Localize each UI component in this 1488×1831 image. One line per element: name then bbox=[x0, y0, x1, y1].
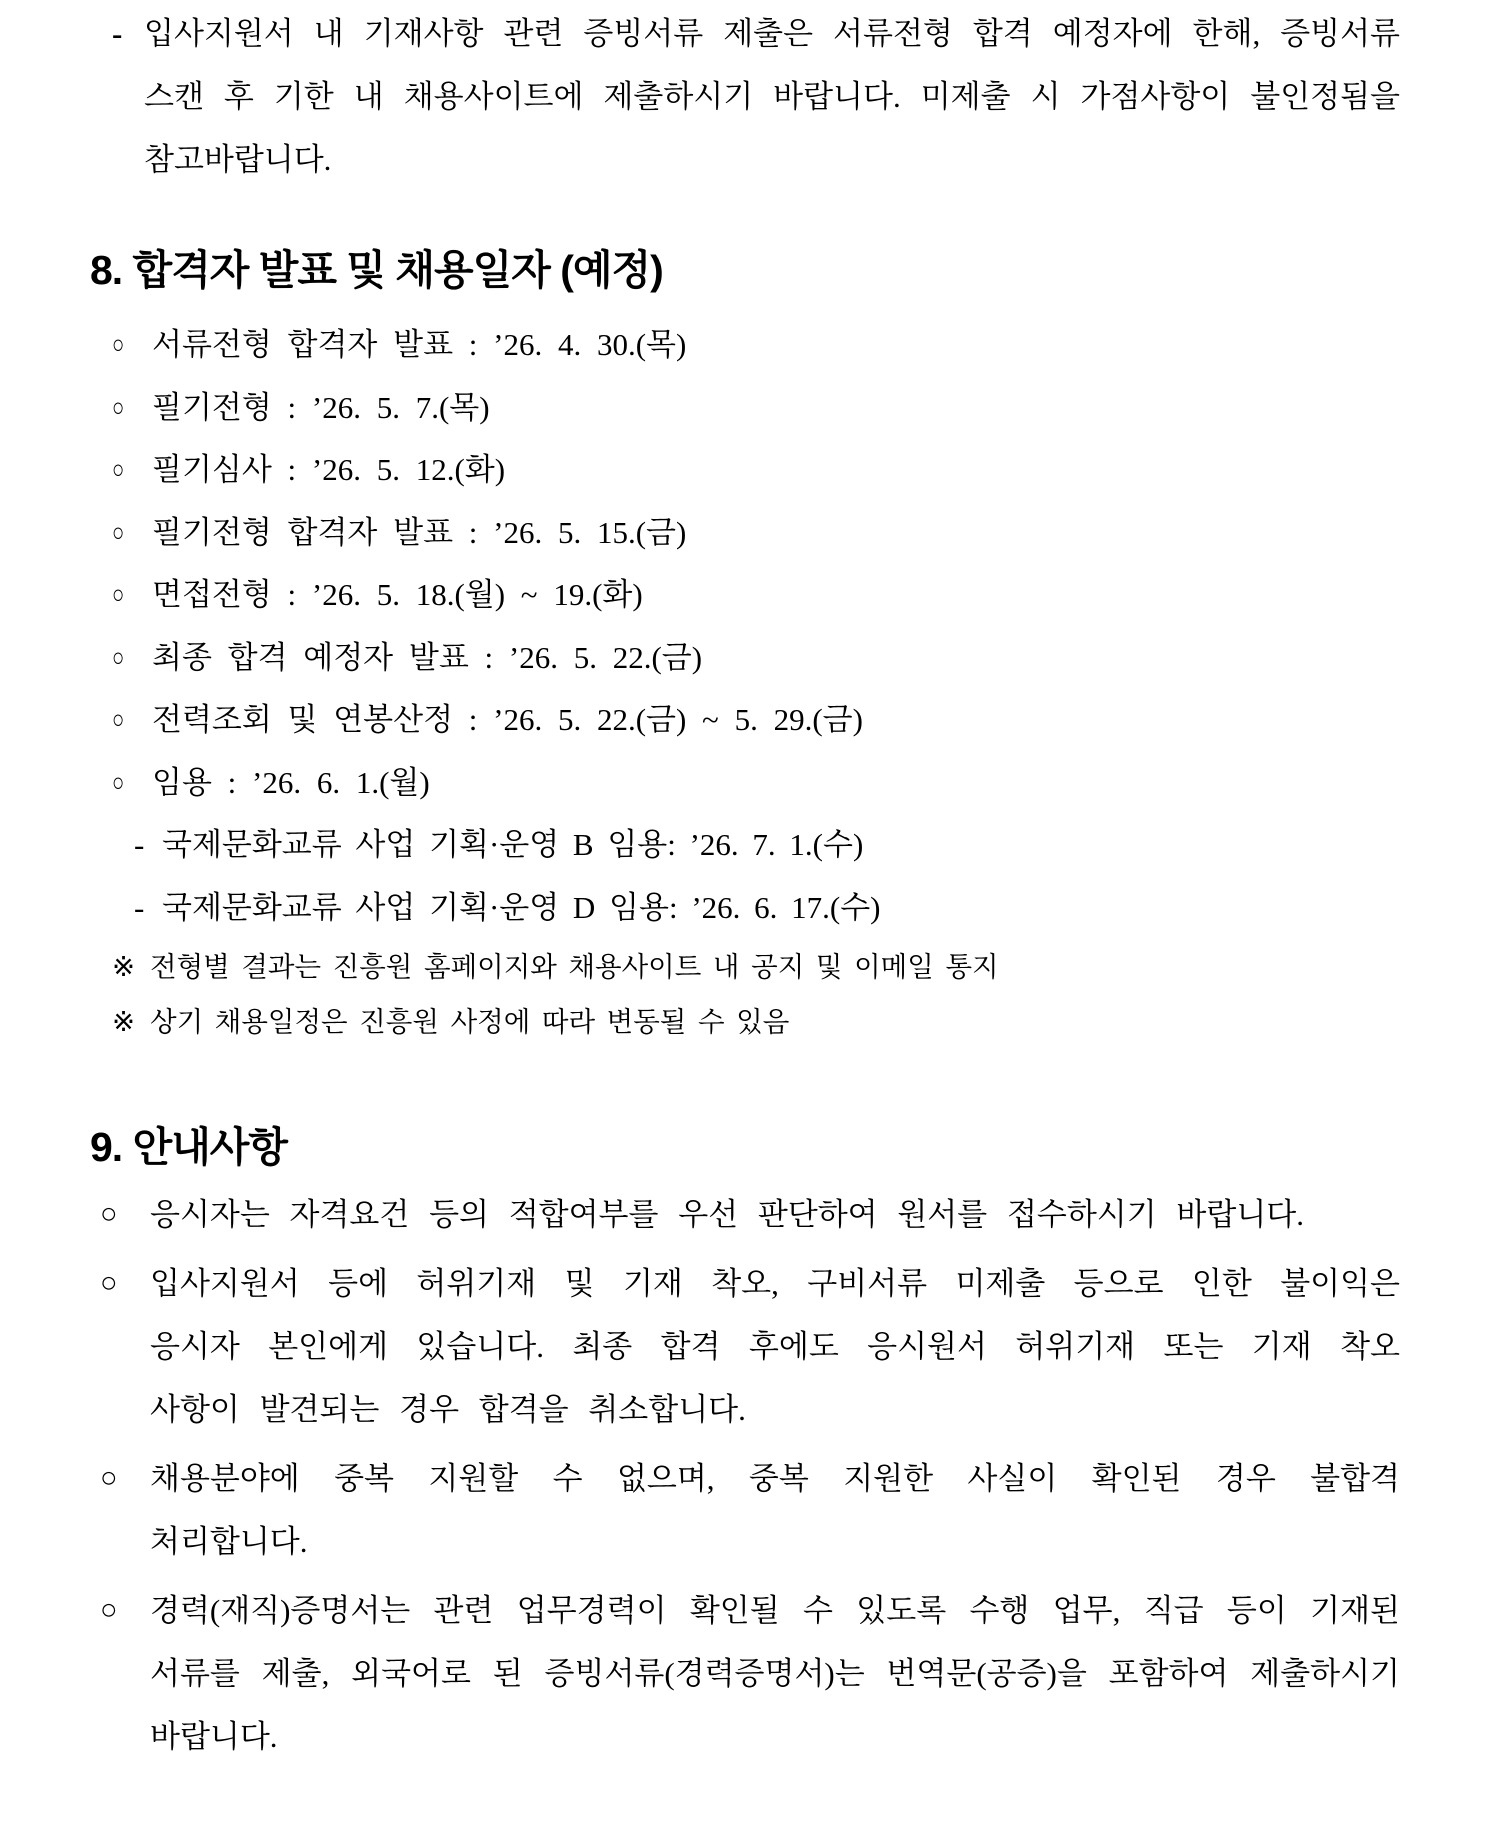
schedule-item-text: 최종 합격 예정자 발표 : ’26. 5. 22.(금) bbox=[152, 639, 703, 675]
dash-bullet-icon: - bbox=[134, 827, 145, 862]
guidance-item bbox=[96, 1447, 1400, 1573]
schedule-item-text: 서류전형 합격자 발표 : ’26. 4. 30.(목) bbox=[152, 327, 687, 362]
schedule-list bbox=[88, 314, 1400, 1049]
schedule-note bbox=[112, 939, 1400, 994]
circle-bullet-icon: ○ bbox=[112, 642, 125, 672]
schedule-sub-item-text: 국제문화교류 사업 기획·운영 D 임용: ’26. 6. 17.(수) bbox=[162, 889, 881, 925]
circle-bullet-icon: ○ bbox=[112, 705, 125, 734]
circle-bullet-icon: ○ bbox=[112, 392, 125, 422]
schedule-item-text: 필기심사 : ’26. 5. 12.(화) bbox=[152, 452, 506, 487]
guidance-item-text: 채용분야에 중복 지원할 수 없으며, 중복 지원한 사실이 확인된 경우 불합격 처리합니다. bbox=[150, 1461, 1400, 1559]
reference-mark-icon: ※ bbox=[112, 951, 136, 982]
schedule-item bbox=[112, 564, 1400, 627]
circle-bullet-icon: ○ bbox=[112, 517, 125, 547]
circle-bullet-icon: ○ bbox=[100, 1198, 118, 1230]
circle-bullet-icon: ○ bbox=[100, 1462, 118, 1494]
reference-mark-icon: ※ bbox=[112, 1006, 136, 1037]
schedule-item bbox=[112, 689, 1400, 752]
circle-bullet-icon: ○ bbox=[112, 455, 125, 484]
schedule-item bbox=[112, 752, 1400, 815]
guidance-item bbox=[96, 1252, 1400, 1441]
schedule-item-text: 필기전형 합격자 발표 : ’26. 5. 15.(금) bbox=[152, 514, 687, 550]
schedule-sub-item bbox=[134, 877, 1400, 940]
schedule-note-text: 전형별 결과는 진흥원 홈페이지와 채용사이트 내 공지 및 이메일 통지 bbox=[150, 951, 999, 982]
dash-bullet-icon: - bbox=[112, 16, 123, 51]
section-9-title: 9. 안내사항 bbox=[90, 1124, 288, 1170]
circle-bullet-icon: ○ bbox=[112, 580, 125, 609]
schedule-note bbox=[112, 994, 1400, 1049]
circle-bullet-icon: ○ bbox=[100, 1267, 118, 1299]
section-8-title: 8. 합격자 발표 및 채용일자 (예정) bbox=[90, 247, 663, 293]
circle-bullet-icon: ○ bbox=[112, 330, 125, 359]
guidance-item bbox=[96, 1579, 1400, 1768]
schedule-item-text: 임용 : ’26. 6. 1.(월) bbox=[152, 764, 430, 800]
schedule-sub-item bbox=[134, 814, 1400, 877]
guidance-item-text: 응시자는 자격요건 등의 적합여부를 우선 판단하여 원서를 접수하시기 바랍니다. bbox=[150, 1197, 1304, 1232]
schedule-item-text: 전력조회 및 연봉산정 : ’26. 5. 22.(금) ~ 5. 29.(금) bbox=[152, 702, 863, 737]
guidance-item bbox=[96, 1183, 1400, 1246]
intro-paragraph bbox=[112, 0, 1400, 191]
schedule-note-text: 상기 채용일정은 진흥원 사정에 따라 변동될 수 있음 bbox=[150, 1006, 790, 1037]
schedule-item-text: 필기전형 : ’26. 5. 7.(목) bbox=[152, 389, 490, 425]
guidance-item-text: 경력(재직)증명서는 관련 업무경력이 확인될 수 있도록 수행 업무, 직급 등이 기재된 서류를 제출, 외국어로 된 증빙서류(경력증명서)는 번역문(공증)을 포함하여 제출하시기 바랍니다. bbox=[150, 1593, 1400, 1754]
schedule-item bbox=[112, 502, 1400, 565]
circle-bullet-icon: ○ bbox=[100, 1594, 118, 1626]
guidance-list bbox=[88, 1183, 1400, 1768]
schedule-item bbox=[112, 627, 1400, 690]
schedule-item bbox=[112, 314, 1400, 377]
schedule-sub-item-text: 국제문화교류 사업 기획·운영 B 임용: ’26. 7. 1.(수) bbox=[162, 827, 864, 862]
schedule-item bbox=[112, 377, 1400, 440]
intro-paragraph-text: 입사지원서 내 기재사항 관련 증빙서류 제출은 서류전형 합격 예정자에 한해, 증빙서류 스캔 후 기한 내 채용사이트에 제출하시기 바랍니다. 미제출 시 가점사항이 불인정됨을 참고바랍니다. bbox=[144, 16, 1400, 177]
guidance-item-text: 입사지원서 등에 허위기재 및 기재 착오, 구비서류 미제출 등으로 인한 불이익은 응시자 본인에게 있습니다. 최종 합격 후에도 응시원서 허위기재 또는 기재 착오 사항이 발견되는 경우 합격을 취소합니다. bbox=[150, 1266, 1400, 1427]
schedule-item-text: 면접전형 : ’26. 5. 18.(월) ~ 19.(화) bbox=[152, 577, 643, 612]
schedule-item bbox=[112, 439, 1400, 502]
circle-bullet-icon: ○ bbox=[112, 767, 125, 797]
dash-bullet-icon: - bbox=[134, 889, 145, 925]
